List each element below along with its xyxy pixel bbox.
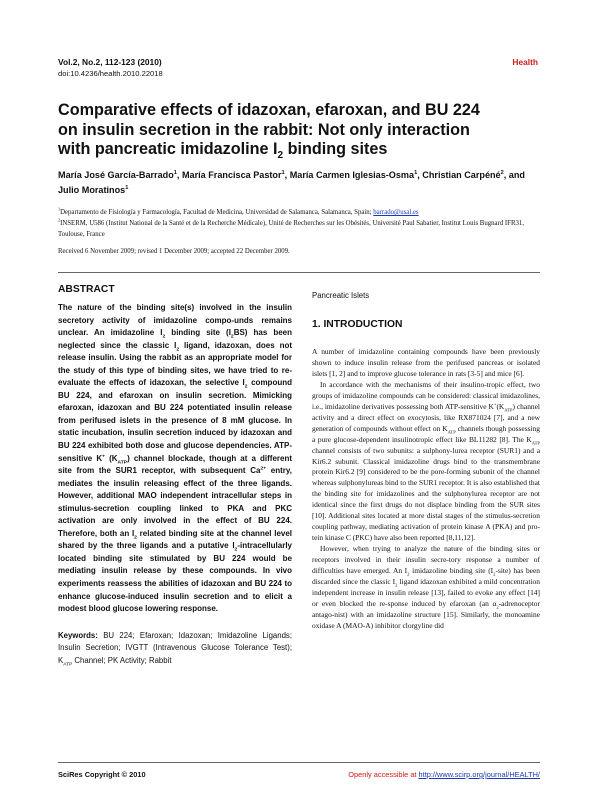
author-name: María José García-Barrado$^1$ bbox=[58, 169, 177, 180]
footer-divider bbox=[58, 762, 540, 763]
introduction-paragraph: In accordance with the mechanisms of their insulino-tropic effect, two groups of imidazoline compounds can be considered: classical imidazolines, i.e., imidazoline derivatives possessing both ATP-sensitive $K^+(K_{ATP})$ channel activity and a direct effect on exocytosis, like RX871024 [7], and a new generation of compounds without effect on $K_{ATP}$ channels though possessing a pure glucose-dependent insulinotropic effect like BL11282 [8]. The $K_{ATP}$ channel consists of two subunits: a sulphony-lurea receptor (SUR1) and a Kir6.2 subunit. Classical imidazoline drugs bind to the transmembrane protein Kir6.2 [9] considered to be the pore-forming subunit of the channel whereas sulphonylureas bind to the SUR1 receptor. It is also established that the binding site for imidazolines and the sulphonylurea receptor are not identical since the first drugs do not displace binding from the SUR sites [10]. Additional sites located at more distal stages of the stimulus-secretion coupling pathway, mediating activation of protein kinase A (PKA) and pro-tein kinase C (PKC) have also been reported [8,11,12]. bbox=[312, 379, 541, 543]
section-divider bbox=[58, 272, 540, 273]
footer-copyright: SciRes Copyright © 2010 bbox=[58, 770, 146, 779]
author-name: María Carmen Iglesias-Osma$^1$ bbox=[289, 169, 418, 180]
journal-citation: Vol.2, No.2, 112-123 (2010) bbox=[58, 57, 162, 67]
keywords: Keywords: BU 224; Efaroxan; Idazoxan; Imidazoline Ligands; Insulin Secretion; IVGTT (Intravenous Glucose Tolerance Test); $K_{ATP}$ Channel; PK Activity; Rabbit bbox=[58, 630, 292, 668]
left-column bbox=[58, 284, 292, 667]
author-name: Julio Moratinos$^1$ bbox=[58, 184, 129, 195]
introduction-text bbox=[312, 347, 540, 632]
introduction-paragraph: A number of imidazoline containing compounds have been previously shown to induce insulin release from the perifused pancreas or isolated islets [1, 2] and to improve glucose tolerance in rats [3-5] and mice [6]. bbox=[312, 347, 540, 378]
title-line-3: with pancreatic imidazoline $I_2$ binding sites bbox=[58, 140, 388, 162]
title-line-1: Comparative effects of idazoxan, efaroxan, and BU 224 bbox=[58, 101, 480, 119]
author-name: María Francisca Pastor$^1$ bbox=[181, 169, 285, 180]
introduction-paragraph: However, when trying to analyze the nature of the binding sites or receptors involved in their insulin secre-tory response a number of difficulties have emerged. An $I_2$ imidazoline binding site $(I_2-site)$ has been discarded since the classic $I_2$ ligand idazoxan exhibited a mild concentration independent increase in insulin release [13], failed to evoke any effect [14] or even blocked the re-sponse induced by efaroxan (an $\alpha_2$-adrenoceptor antago-nist) with an imidazoline structure [15]. Similarly, the monoamine oxidase A (MAO-A) inhibitor clorgyline did bbox=[312, 544, 540, 630]
affiliation-2: $^2$INSERM, U586 (Institut National de la Santé et de la Recherche Médicale), Unité de Recherches sur les Obésités, Université Paul Sabatier, Institut Louis Bugnard IFR31, Toulouse, France bbox=[58, 217, 524, 238]
author-email-link[interactable]: barrado@usal.es bbox=[373, 209, 419, 216]
affiliation-1: $^1$Departamento de Fisiología y Farmacología, Facultad de Medicina, Universidad de Salamanca, Salamanca, Spain; barrado@usal.es bbox=[58, 206, 419, 216]
introduction-heading: 1. INTRODUCTION bbox=[312, 319, 403, 330]
right-column bbox=[312, 291, 540, 632]
abstract-heading: ABSTRACT bbox=[58, 284, 115, 295]
article-title bbox=[58, 101, 548, 160]
affiliations bbox=[58, 207, 542, 240]
received-dates: Received 6 November 2009; revised 1 December 2009; accepted 22 December 2009. bbox=[58, 248, 290, 255]
author-name: Christian Carpéné$^2$ bbox=[422, 169, 504, 180]
doi: doi:10.4236/health.2010.22018 bbox=[58, 69, 163, 78]
footer-open-access: Openly accessible at http://www.scirp.org/journal/HEALTH/ bbox=[348, 770, 540, 779]
title-line-2: on insulin secretion in the rabbit: Not only interaction bbox=[58, 120, 470, 139]
journal-name: Health bbox=[512, 57, 538, 67]
journal-url-link[interactable]: http://www.scirp.org/journal/HEALTH/ bbox=[418, 770, 540, 779]
author-list: María José García-Barrado$^1$, María Francisca Pastor$^1$, María Carmen Iglesias-Osma$^1$, Christian Carpéné$^2$, and Julio Moratinos$^1$ bbox=[58, 169, 525, 195]
keywords-continuation: Pancreatic Islets bbox=[312, 291, 370, 300]
abstract-text: The nature of the binding site(s) involved in the insulin secretory activity of imidazoline compo-unds remains unclear. An imidazoline $I_2$ binding site $(I_2BS)$ has been neglected since the classic $I_2$ ligand, idazoxan, does not release insulin. Using the rabbit as an appropriate model for the study of this type of binding sites, we have tried to re-evaluate the effects of idazoxan, the selective $I_2$ compound BU 224, and efaroxan on insulin secretion. Mimicking efaroxan, idazoxan and BU 224 potentiated insulin release from perifused islets in the presence of 8 mM glucose. In static incubation, insulin secretion induced by idazoxan and BU 224 exhibited both dose and glucose dependencies. ATP-sensitive K+ $(K_{ATP})$ channel blockade, though at a different site from the SUR1 receptor, with subsequent $Ca^{2+}$ entry, mediates the insulin releasing effect of the three ligands. However, additional MAO independent intracellular steps in stimulus-secretion coupling linked to PKA and PKC activation are only involved in the effect of BU 224. Therefore, both an $I_2$ related binding site at the channel level shared by the three ligands and a putative $I_2$-intracellularly located binding site stimulated by BU 224 would be mediating insulin release by these compounds. In vivo experiments reassess the abilities of idazoxan and BU 224 to enhance glucose-induced insulin secretion and to elicit a modest blood glucose lowering response. bbox=[58, 303, 293, 614]
